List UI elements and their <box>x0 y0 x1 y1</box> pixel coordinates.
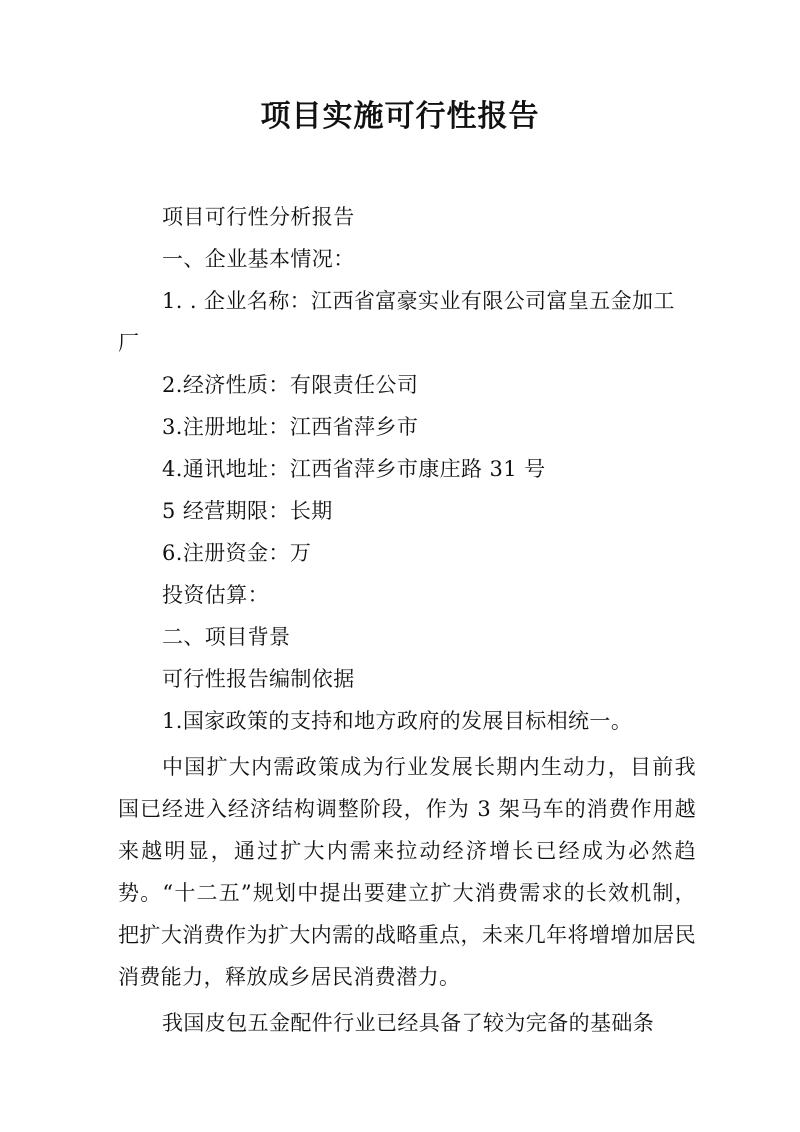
page-title: 项目实施可行性报告 <box>260 99 540 134</box>
report-subtitle: 项目可行性分析报告 <box>162 205 355 229</box>
info-line: 2.经济性质：有限责任公司 <box>162 373 419 397</box>
info-line: 4.通讯地址：江西省萍乡市康庄路 31 号 <box>162 457 546 481</box>
info-line: 6.注册资金：万 <box>162 541 312 565</box>
info-line: 1.国家政策的支持和地方政府的发展目标相统一。 <box>162 709 633 733</box>
info-line: 5 经营期限：长期 <box>162 499 333 523</box>
body-paragraph: 我国皮包五金配件行业已经具备了较为完备的基础条 <box>162 1011 655 1035</box>
info-line: 投资估算： <box>162 583 269 607</box>
info-line-continuation: 厂 <box>118 331 140 355</box>
info-line: 1. . 企业名称：江西省富豪实业有限公司富皇五金加工 <box>162 289 675 313</box>
subsection-heading: 可行性报告编制依据 <box>162 667 355 691</box>
body-paragraph: 中国扩大内需政策成为行业发展长期内生动力，目前我国已经进入经济结构调整阶段，作为 3 架马车的消费作用越来越明显，通过扩大内需来拉动经济增长已经成为必然趋势。“十二五”规划中提出要建立扩大消费需求的长效机制，把扩大消费作为扩大内需的战略重点，未来几年将增增加居民消费能力，释放成乡居民消费潜力。 <box>118 755 696 989</box>
document-body <box>118 196 696 1044</box>
info-line: 3.注册地址：江西省萍乡市 <box>162 415 419 439</box>
section-heading: 二、项目背景 <box>162 625 291 649</box>
section-heading: 一、企业基本情况： <box>162 247 355 271</box>
